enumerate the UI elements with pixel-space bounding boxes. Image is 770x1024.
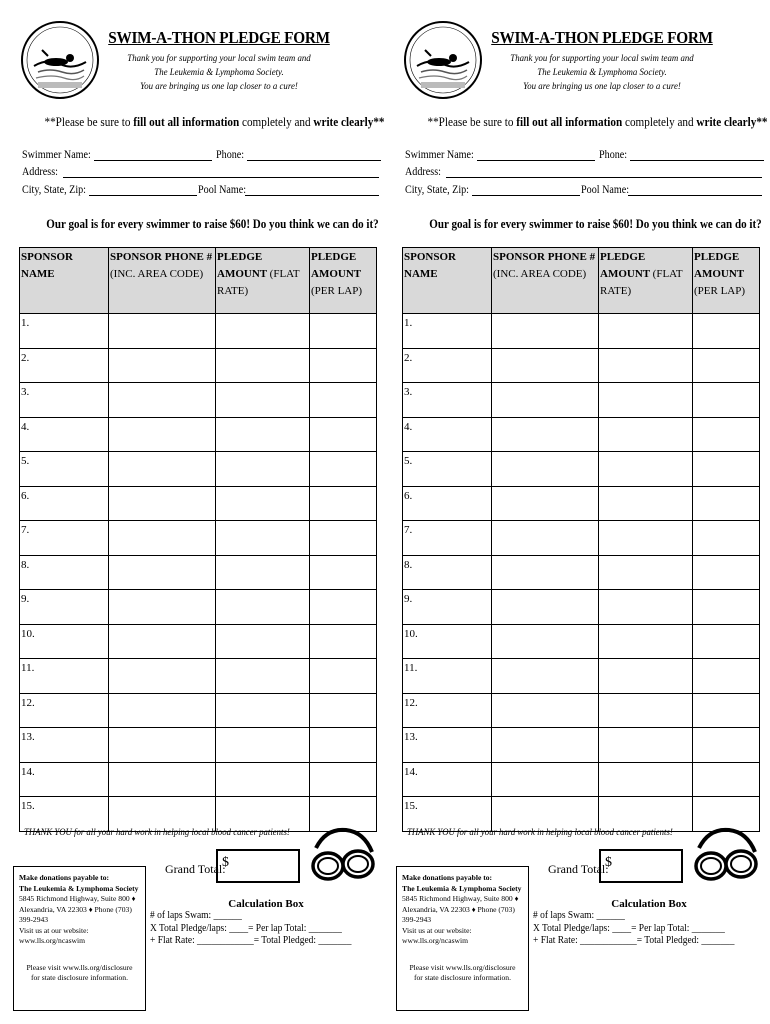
row-number-cell[interactable]: 4. — [20, 417, 109, 452]
column-header — [403, 248, 492, 314]
row-number-cell[interactable]: 2. — [403, 348, 492, 383]
table-row — [403, 417, 760, 452]
swimmer-name-label: Swimmer Name: — [22, 149, 91, 161]
entry-cell[interactable] — [109, 624, 216, 659]
entry-cell[interactable] — [492, 314, 599, 349]
thank-you-footer: THANK YOU for all your hard work in helping local blood cancer patients! — [407, 828, 673, 838]
thanks-text — [483, 52, 720, 94]
table-row — [403, 762, 760, 797]
notice-text — [427, 114, 768, 130]
calc-line[interactable]: + Flat Rate: ____________= Total Pledged: _______ — [150, 935, 352, 946]
column-header — [20, 248, 109, 314]
entry-cell[interactable] — [599, 728, 693, 763]
entry-cell[interactable] — [310, 762, 377, 797]
entry-cell[interactable] — [693, 590, 760, 625]
entry-cell[interactable] — [693, 659, 760, 694]
row-number-cell[interactable]: 9. — [20, 590, 109, 625]
goggles-icon — [689, 826, 761, 888]
swimmer-name-label: Swimmer Name: — [405, 149, 474, 161]
notice-bold: fill out all information — [133, 114, 240, 129]
entry-cell[interactable] — [492, 797, 599, 832]
entry-cell[interactable] — [599, 348, 693, 383]
table-row — [20, 555, 377, 590]
address-label: Address: — [22, 166, 58, 178]
notice-part: **Please be sure to — [44, 114, 134, 129]
row-number-cell[interactable]: 6. — [20, 486, 109, 521]
entry-cell[interactable] — [216, 728, 310, 763]
row-number-cell[interactable]: 12. — [20, 693, 109, 728]
donate-line: Visit us at our website: www.lls.org/ncaswim — [402, 925, 472, 945]
pledge-table — [402, 247, 760, 832]
entry-cell[interactable] — [693, 624, 760, 659]
pool-label: Pool Name: — [581, 184, 630, 196]
thank-you-footer: THANK YOU for all your hard work in helping local blood cancer patients! — [24, 828, 290, 838]
column-header-bold: PLEDGE AMOUNT — [600, 251, 653, 280]
row-number-cell[interactable]: 9. — [403, 590, 492, 625]
donation-info-box — [396, 866, 529, 1011]
table-row — [20, 521, 377, 556]
calc-line[interactable]: X Total Pledge/laps: ____= Per lap Total: _______ — [150, 922, 342, 934]
donate-line: 5845 Richmond Highway, Suite 800 ♦ — [402, 894, 519, 903]
entry-cell[interactable] — [492, 486, 599, 521]
entry-cell[interactable] — [599, 555, 693, 590]
goal-text: Our goal is for every swimmer to raise $60! Do you think we can do it? — [46, 216, 379, 231]
entry-cell[interactable] — [599, 797, 693, 832]
donate-line: 5845 Richmond Highway, Suite 800 ♦ — [19, 894, 136, 903]
entry-cell[interactable] — [599, 314, 693, 349]
thanks-line: The Leukemia & Lymphoma Society. — [537, 67, 667, 78]
entry-cell[interactable] — [599, 659, 693, 694]
entry-cell[interactable] — [599, 762, 693, 797]
entry-cell[interactable] — [310, 348, 377, 383]
entry-cell[interactable] — [492, 624, 599, 659]
column-header — [310, 248, 377, 314]
calc-line[interactable]: # of laps Swam: ______ — [150, 910, 242, 921]
lls-logo — [403, 16, 483, 104]
table-row — [20, 314, 377, 349]
entry-cell[interactable] — [693, 693, 760, 728]
notice-part: completely and — [239, 114, 314, 129]
row-number-cell[interactable]: 1. — [403, 314, 492, 349]
entry-cell[interactable] — [310, 521, 377, 556]
phone-label: Phone: — [216, 149, 245, 161]
entry-cell[interactable] — [109, 314, 216, 349]
entry-cell[interactable] — [492, 555, 599, 590]
row-number-cell[interactable]: 6. — [403, 486, 492, 521]
table-row — [20, 348, 377, 383]
notice-part: ** — [373, 114, 385, 129]
entry-cell[interactable] — [109, 590, 216, 625]
lls-logo — [20, 16, 100, 104]
entry-cell[interactable] — [492, 383, 599, 418]
pledge-form-right — [383, 0, 768, 1024]
entry-cell[interactable] — [109, 693, 216, 728]
phone-label: Phone: — [599, 149, 628, 161]
form-title: SWIM-A-THON PLEDGE FORM — [491, 28, 713, 47]
table-row — [20, 659, 377, 694]
column-header-rest: (FLAT RATE) — [600, 268, 683, 297]
table-row — [403, 486, 760, 521]
entry-cell[interactable] — [216, 417, 310, 452]
row-number-cell[interactable]: 8. — [20, 555, 109, 590]
pool-field[interactable] — [245, 195, 379, 196]
entry-cell[interactable] — [109, 762, 216, 797]
table-row — [403, 314, 760, 349]
row-number-cell[interactable]: 11. — [403, 659, 492, 694]
table-row — [403, 659, 760, 694]
entry-cell[interactable] — [216, 555, 310, 590]
table-row — [403, 452, 760, 487]
calc-line[interactable]: X Total Pledge/laps: ____= Per lap Total: _______ — [533, 922, 725, 934]
address-field[interactable] — [446, 177, 762, 178]
address-field[interactable] — [63, 177, 379, 178]
entry-cell[interactable] — [599, 383, 693, 418]
entry-cell[interactable] — [693, 521, 760, 556]
entry-cell[interactable] — [310, 555, 377, 590]
city-field[interactable] — [472, 195, 580, 196]
table-row — [20, 383, 377, 418]
table-row — [403, 590, 760, 625]
row-number-cell[interactable]: 8. — [403, 555, 492, 590]
entry-cell[interactable] — [693, 348, 760, 383]
column-header-bold: SPONSOR NAME — [404, 251, 456, 280]
entry-cell[interactable] — [492, 417, 599, 452]
table-row — [20, 762, 377, 797]
column-header-bold: PLEDGE AMOUNT — [694, 251, 744, 280]
thanks-line: The Leukemia & Lymphoma Society. — [154, 67, 284, 78]
city-field[interactable] — [89, 195, 197, 196]
column-header-bold: SPONSOR PHONE # — [493, 251, 596, 263]
entry-cell[interactable] — [492, 452, 599, 487]
calculation-box — [533, 898, 755, 972]
entry-cell[interactable] — [310, 693, 377, 728]
table-row — [403, 521, 760, 556]
goal-text: Our goal is for every swimmer to raise $60! Do you think we can do it? — [429, 216, 762, 231]
row-number-cell[interactable]: 1. — [20, 314, 109, 349]
notice-part: ** — [756, 114, 768, 129]
column-header-rest: (FLAT RATE) — [217, 268, 300, 297]
donate-line: The Leukemia & Lymphoma Society — [19, 883, 139, 893]
entry-cell[interactable] — [216, 590, 310, 625]
calc-title: Calculation Box — [611, 898, 687, 910]
entry-cell[interactable] — [109, 383, 216, 418]
entry-cell[interactable] — [216, 521, 310, 556]
entry-cell[interactable] — [109, 797, 216, 832]
entry-cell[interactable] — [310, 728, 377, 763]
entry-cell[interactable] — [216, 383, 310, 418]
table-header-row — [403, 248, 760, 314]
entry-cell[interactable] — [216, 762, 310, 797]
entry-cell[interactable] — [310, 314, 377, 349]
table-row — [403, 555, 760, 590]
donate-line: Alexandria, VA 22303 ♦ Phone (703) 399-2943 — [19, 904, 132, 924]
entry-cell[interactable] — [599, 417, 693, 452]
column-header-bold: SPONSOR PHONE # — [110, 251, 213, 263]
grand-total-label: Grand Total: — [548, 862, 609, 876]
row-number-cell[interactable]: 5. — [403, 452, 492, 487]
entry-cell[interactable] — [216, 486, 310, 521]
column-header-bold: SPONSOR NAME — [21, 251, 73, 280]
entry-cell[interactable] — [492, 728, 599, 763]
swimmer-name-field[interactable] — [477, 160, 595, 161]
entry-cell[interactable] — [216, 348, 310, 383]
table-row — [403, 624, 760, 659]
entry-cell[interactable] — [216, 624, 310, 659]
row-number-cell[interactable]: 15. — [20, 797, 109, 832]
table-row — [20, 486, 377, 521]
entry-cell[interactable] — [693, 555, 760, 590]
form-title: SWIM-A-THON PLEDGE FORM — [108, 28, 330, 47]
entry-cell[interactable] — [310, 486, 377, 521]
entry-cell[interactable] — [492, 521, 599, 556]
row-number-cell[interactable]: 10. — [403, 624, 492, 659]
entry-cell[interactable] — [109, 659, 216, 694]
phone-field[interactable] — [247, 160, 381, 161]
entry-cell[interactable] — [599, 624, 693, 659]
entry-cell[interactable] — [693, 417, 760, 452]
donation-info-box — [13, 866, 146, 1011]
notice-text — [44, 114, 385, 130]
pledge-table — [19, 247, 377, 832]
donate-line: for state disclosure information. — [413, 973, 511, 982]
entry-cell[interactable] — [599, 486, 693, 521]
table-row — [403, 348, 760, 383]
thanks-line: You are bringing us one lap closer to a cure! — [140, 81, 298, 92]
table-row — [403, 383, 760, 418]
row-number-cell[interactable]: 7. — [403, 521, 492, 556]
table-row — [20, 728, 377, 763]
entry-cell[interactable] — [492, 590, 599, 625]
grand-total-field[interactable]: $ — [216, 849, 300, 883]
phone-field[interactable] — [630, 160, 764, 161]
row-number-cell[interactable]: 11. — [20, 659, 109, 694]
column-header-bold: PLEDGE AMOUNT — [217, 251, 270, 280]
notice-part: completely and — [622, 114, 697, 129]
grand-total-label: Grand Total: — [165, 862, 226, 876]
column-header-rest: (INC. AREA CODE) — [110, 268, 204, 280]
donate-line: The Leukemia & Lymphoma Society — [402, 883, 522, 893]
table-row — [20, 452, 377, 487]
donate-line: Visit us at our website: www.lls.org/ncaswim — [19, 925, 89, 945]
table-row — [20, 624, 377, 659]
entry-cell[interactable] — [109, 417, 216, 452]
thanks-text — [100, 52, 337, 94]
donate-line: Please visit www.lls.org/disclosure — [26, 962, 133, 972]
column-header — [216, 248, 310, 314]
entry-cell[interactable] — [492, 693, 599, 728]
swimmer-name-field[interactable] — [94, 160, 212, 161]
entry-cell[interactable] — [693, 314, 760, 349]
row-number-cell[interactable]: 14. — [20, 762, 109, 797]
column-header — [109, 248, 216, 314]
notice-part: **Please be sure to — [427, 114, 517, 129]
table-row — [403, 693, 760, 728]
notice-bold: fill out all information — [516, 114, 623, 129]
row-number-cell[interactable]: 7. — [20, 521, 109, 556]
entry-cell[interactable] — [599, 693, 693, 728]
entry-cell[interactable] — [109, 348, 216, 383]
column-header — [693, 248, 760, 314]
thanks-line: Thank you for supporting your local swim team and — [127, 53, 311, 64]
entry-cell[interactable] — [492, 762, 599, 797]
row-number-cell[interactable]: 4. — [403, 417, 492, 452]
entry-cell[interactable] — [492, 348, 599, 383]
table-row — [20, 417, 377, 452]
grand-total-field[interactable]: $ — [599, 849, 683, 883]
row-number-cell[interactable]: 13. — [20, 728, 109, 763]
entry-cell[interactable] — [216, 659, 310, 694]
donate-line: Make donations payable to: — [19, 873, 110, 882]
entry-cell[interactable] — [109, 728, 216, 763]
row-number-cell[interactable]: 15. — [403, 797, 492, 832]
notice-bold: write clearly — [696, 114, 757, 129]
row-number-cell[interactable]: 13. — [403, 728, 492, 763]
entry-cell[interactable] — [599, 521, 693, 556]
column-header-bold: PLEDGE AMOUNT — [311, 251, 361, 280]
thanks-line: Thank you for supporting your local swim team and — [510, 53, 694, 64]
table-header-row — [20, 248, 377, 314]
row-number-cell[interactable]: 14. — [403, 762, 492, 797]
calc-title: Calculation Box — [228, 898, 304, 910]
calc-line[interactable]: # of laps Swam: ______ — [533, 910, 625, 921]
pool-field[interactable] — [628, 195, 762, 196]
thanks-line: You are bringing us one lap closer to a cure! — [523, 81, 681, 92]
donate-line: Alexandria, VA 22303 ♦ Phone (703) 399-2943 — [402, 904, 515, 924]
row-number-cell[interactable]: 3. — [403, 383, 492, 418]
column-header-rest: (PER LAP) — [311, 285, 363, 297]
entry-cell[interactable] — [216, 314, 310, 349]
city-label: City, State, Zip: — [405, 184, 470, 196]
calculation-box — [150, 898, 372, 972]
entry-cell[interactable] — [599, 590, 693, 625]
entry-cell[interactable] — [310, 383, 377, 418]
entry-cell[interactable] — [109, 486, 216, 521]
column-header — [599, 248, 693, 314]
entry-cell[interactable] — [216, 452, 310, 487]
column-header — [492, 248, 599, 314]
column-header-rest: (INC. AREA CODE) — [493, 268, 587, 280]
entry-cell[interactable] — [109, 555, 216, 590]
address-label: Address: — [405, 166, 441, 178]
row-number-cell[interactable]: 12. — [403, 693, 492, 728]
entry-cell[interactable] — [310, 452, 377, 487]
entry-cell[interactable] — [310, 624, 377, 659]
entry-cell[interactable] — [693, 452, 760, 487]
entry-cell[interactable] — [310, 417, 377, 452]
entry-cell[interactable] — [310, 659, 377, 694]
entry-cell[interactable] — [693, 486, 760, 521]
table-row — [403, 728, 760, 763]
donate-line: Please visit www.lls.org/disclosure — [409, 962, 516, 972]
entry-cell[interactable] — [109, 521, 216, 556]
goggles-icon — [306, 826, 378, 888]
entry-cell[interactable] — [216, 693, 310, 728]
row-number-cell[interactable]: 5. — [20, 452, 109, 487]
table-row — [20, 590, 377, 625]
pool-label: Pool Name: — [198, 184, 247, 196]
row-number-cell[interactable]: 10. — [20, 624, 109, 659]
entry-cell[interactable] — [492, 659, 599, 694]
donate-line: Make donations payable to: — [402, 873, 493, 882]
column-header-rest: (PER LAP) — [694, 285, 746, 297]
entry-cell[interactable] — [310, 590, 377, 625]
row-number-cell[interactable]: 3. — [20, 383, 109, 418]
row-number-cell[interactable]: 2. — [20, 348, 109, 383]
city-label: City, State, Zip: — [22, 184, 87, 196]
table-row — [20, 693, 377, 728]
entry-cell[interactable] — [693, 762, 760, 797]
entry-cell[interactable] — [109, 452, 216, 487]
entry-cell[interactable] — [599, 452, 693, 487]
notice-bold: write clearly — [313, 114, 374, 129]
entry-cell[interactable] — [693, 383, 760, 418]
calc-line[interactable]: + Flat Rate: ____________= Total Pledged: _______ — [533, 935, 735, 946]
donate-line: for state disclosure information. — [30, 973, 128, 982]
entry-cell[interactable] — [216, 797, 310, 832]
entry-cell[interactable] — [693, 728, 760, 763]
